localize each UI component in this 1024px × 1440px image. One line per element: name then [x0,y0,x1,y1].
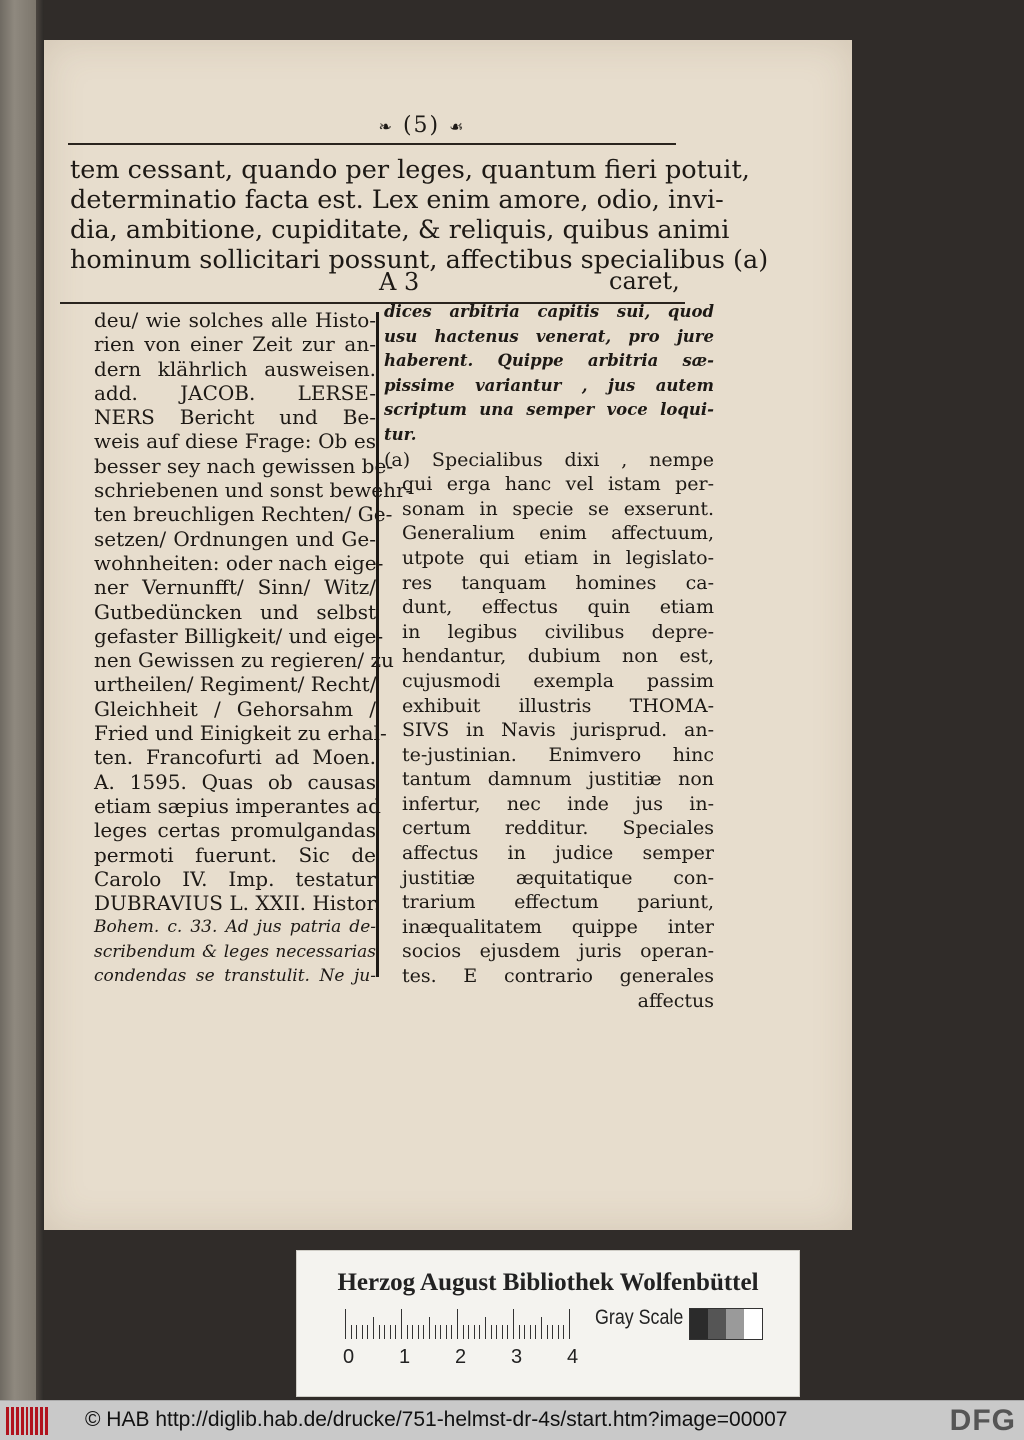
ruler-tick [496,1325,497,1339]
ruler-tick [547,1325,548,1339]
right-line: pissime variantur , jus autem [384,375,714,395]
gutter-shadow [36,0,44,1400]
left-line: etiam sæpius imperantes ad [94,793,381,818]
running-head [362,113,482,138]
ruler-tick [379,1325,380,1339]
left-line: Gleichheit / Gehorsahm / [94,696,376,721]
right-line: usu hactenus venerat, pro jure [384,326,714,346]
right-line: in legibus civilibus depre- [402,620,714,643]
main-line: dia, ambitione, cupiditate, & reliquis, quibus animi [70,215,730,245]
gray-scale-swatches [689,1308,763,1340]
gray-swatch [690,1309,708,1339]
scale-ruler [345,1309,585,1339]
right-line: tes. E contrario generales [402,965,714,988]
footnote-column-left [94,308,413,988]
ruler-tick [435,1325,436,1339]
header-rule [68,143,676,145]
left-line: ten breuchligen Rechten/ Ge- [94,502,393,527]
left-line: ten. Francofurti ad Moen. [94,745,376,770]
left-line: ner Vernunfft/ Sinn/ Witz/ [94,575,376,600]
scale-number: 1 [399,1346,411,1368]
right-line: haberent. Quippe arbitria sæ- [384,351,714,371]
ruler-tick [569,1309,570,1339]
main-text-block [70,155,769,275]
right-line: justitiæ æquitatique con- [402,866,714,889]
ruler-tick [541,1317,542,1339]
ruler-tick [412,1325,413,1339]
right-line: certum redditur. Speciales [402,817,714,840]
ruler-tick [474,1325,475,1339]
left-line: dern klährlich ausweisen. [94,356,376,381]
left-line: leges certas promulgandas [94,818,376,843]
left-line: urtheilen/ Regiment/ Recht/ [94,672,377,697]
right-line: affectus in judice semper [402,842,714,865]
right-line: sonam in specie se exserunt. [402,497,714,520]
ruler-tick [468,1325,469,1339]
right-line: qui erga hanc vel istam per- [402,473,714,496]
right-line: cujusmodi exempla passim [402,669,714,692]
right-catchword: affectus [637,989,714,1012]
left-line: scribendum & leges necessarias [94,941,376,962]
ruler-tick [367,1325,368,1339]
main-line: determinatio facta est. Lex enim amore, odio, invi- [70,185,724,215]
left-line: Bohem. c. 33. Ad jus patria de- [94,917,376,938]
right-line: res tanquam homines ca- [402,571,714,594]
ruler-tick [351,1325,352,1339]
ruler-tick [451,1325,452,1339]
right-line: tantum damnum justitiæ non [402,768,714,791]
ornament-right-icon: ☙ [449,117,466,136]
left-line: nen Gewissen zu regieren/ zu [94,648,394,673]
left-line: Carolo IV. Imp. testatur [94,866,376,891]
left-line: gefaster Billigkeit/ und eige- [94,623,384,648]
ruler-tick [362,1325,363,1339]
right-line: dices arbitria capitis sui, quod [384,302,714,321]
column-divider [376,312,383,977]
right-line: exhibuit illustris THOMA- [402,694,714,717]
left-line: deu/ wie solches alle Histo- [94,308,376,332]
left-line: setzen/ Ordnungen und Ge- [94,526,376,551]
right-line: socios ejusdem juris operan- [402,940,714,963]
library-name: Herzog August Bibliothek Wolfenbüttel [337,1269,759,1296]
hab-logo-icon [6,1407,48,1435]
dfg-logo: DFG [949,1404,1016,1437]
left-line: add. JACOB. LERSE- [94,380,376,405]
left-line: permoti fuerunt. Sic de [94,842,376,867]
right-line: dunt, effectus quin etiam [402,596,714,619]
gray-swatch [726,1309,744,1339]
ruler-tick [423,1325,424,1339]
ruler-tick [530,1325,531,1339]
ruler-tick [418,1325,419,1339]
footer-url[interactable]: © HAB http://diglib.hab.de/drucke/751-helmst-dr-4s/start.htm?image=00007 [85,1408,788,1431]
ruler-tick [390,1325,391,1339]
ruler-tick [491,1325,492,1339]
ruler-tick [463,1325,464,1339]
ruler-tick [513,1309,514,1339]
ruler-tick [446,1325,447,1339]
scale-number: 2 [455,1346,467,1368]
ruler-tick [384,1325,385,1339]
left-line: besser sey nach gewissen be- [94,453,394,478]
ornament-left-icon: ❧ [378,117,394,136]
ruler-tick [457,1309,458,1339]
ruler-tick [429,1317,430,1339]
gray-swatch [708,1309,726,1339]
gray-scale-label: Gray Scale [595,1306,684,1329]
right-line: utpote qui etiam in legislato- [402,546,714,569]
ruler-tick [356,1325,357,1339]
left-line: condendas se transtulit. Ne ju- [94,966,376,987]
main-line: tem cessant, quando per leges, quantum fieri potuit, [70,155,750,185]
main-line: hominum sollicitari possunt, affectibus specialibus (a) [70,245,769,275]
right-line: inæqualitatem quippe inter [402,915,714,938]
ruler-tick [552,1325,553,1339]
right-line: tur. [384,424,417,444]
book-page [44,40,852,1230]
facing-page-edge [0,0,36,1400]
ruler-tick [440,1325,441,1339]
left-line: wohnheiten: oder nach eige- [94,550,384,575]
left-line: weis auf diese Frage: Ob es [94,429,376,454]
right-line: (a) Specialibus dixi , nempe [384,448,714,471]
left-line: Fried und Einigkeit zu erhal- [94,721,387,746]
ruler-tick [395,1325,396,1339]
right-line: SIVS in Navis jurisprud. an- [402,719,714,742]
left-line: A. 1595. Quas ob causas [94,769,376,794]
right-line: hendantur, dubium non est, [402,645,714,668]
ruler-tick [563,1325,564,1339]
right-line: te-justinian. Enimvero hinc [402,743,714,766]
gray-swatch [744,1309,762,1339]
left-line: rien von einer Zeit zur an- [94,332,376,357]
ruler-tick [407,1325,408,1339]
ruler-tick [535,1325,536,1339]
scale-number: 0 [343,1346,355,1368]
ruler-tick [519,1325,520,1339]
right-line: trarium effectum pariunt, [402,891,714,914]
ruler-tick [502,1325,503,1339]
signature-mark: A 3 [379,268,420,296]
ruler-tick [507,1325,508,1339]
footnote-column-right [384,300,714,1013]
ruler-tick [345,1309,346,1339]
scale-number: 3 [511,1346,523,1368]
library-label-card [296,1250,800,1397]
left-line: schriebenen und sonst bewehr- [94,478,413,503]
ruler-tick [373,1317,374,1339]
ruler-tick [524,1325,525,1339]
left-line: Gutbedüncken und selbst [94,599,376,624]
catchword: caret, [609,267,680,295]
scale-number: 4 [567,1346,579,1368]
ruler-tick [558,1325,559,1339]
right-line: scriptum una semper voce loqui- [384,400,714,420]
footer-bar [0,1400,1024,1440]
page-number: (5) [402,113,441,138]
ruler-tick [401,1309,402,1339]
right-line: infertur, nec inde jus in- [402,792,714,815]
right-line: Generalium enim affectuum, [402,522,714,545]
left-line: NERS Bericht und Be- [94,405,376,430]
ruler-tick [479,1325,480,1339]
scale-numbers [337,1346,597,1370]
left-line: DUBRAVIUS L. XXII. Histor. [94,891,381,916]
ruler-tick [485,1317,486,1339]
